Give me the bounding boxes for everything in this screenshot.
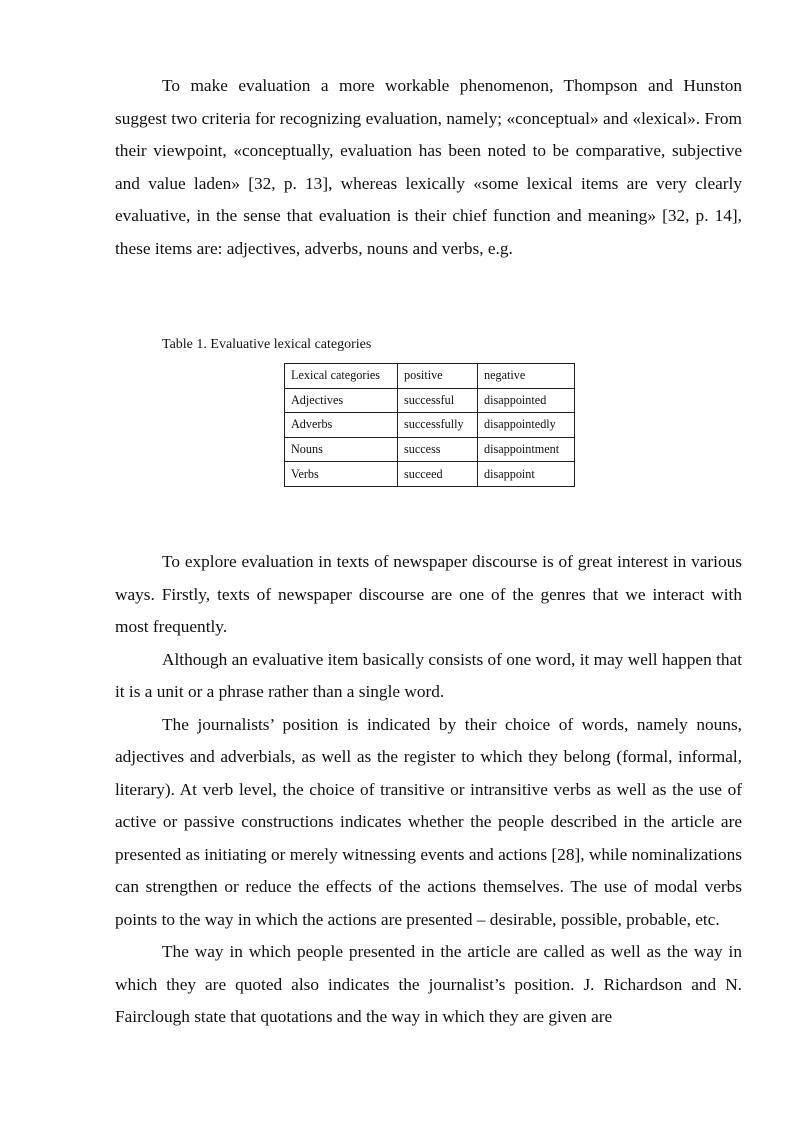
table-cell: Verbs (285, 462, 398, 487)
table-row (285, 413, 575, 438)
table-cell: succeed (398, 462, 478, 487)
evaluative-lexical-table (284, 363, 575, 487)
table-cell: Adjectives (285, 388, 398, 413)
table-header-row (285, 364, 575, 389)
paragraph-intro: To make evaluation a more workable phenomenon, Thompson and Hunston suggest two criteria for recognizing evaluation, namely; «conceptual» and «lexical». From their viewpoint, «conceptually, evaluation has been noted to be comparative, subjective and value laden» [32, p. 13], whereas lexically «some lexical items are very clearly evaluative, in the sense that evaluation is their chief function and meaning» [32, p. 14], these items are: adjectives, adverbs, nouns and verbs, e.g. (115, 76, 742, 258)
table-row (285, 437, 575, 462)
document-page-top (115, 70, 742, 265)
table-header-cell: positive (398, 364, 478, 389)
table-row (285, 388, 575, 413)
table-cell: successfully (398, 413, 478, 438)
table-cell: disappointed (478, 388, 575, 413)
paragraph-journalists-position: The journalists’ position is indicated by their choice of words, namely nouns, adjectives and adverbials, as well as the register to which they belong (formal, informal, literary). At verb level, the choice of transitive or intransitive verbs as well as the use of active or passive constructions indicates whether the people described in the article are presented as initiating or merely witnessing events and actions [28], while nominalizations can strengthen or reduce the effects of the actions themselves. The use of modal verbs points to the way in which the actions are presented – desirable, possible, probable, etc. (115, 714, 742, 929)
document-page-body (115, 546, 742, 1034)
table-cell: success (398, 437, 478, 462)
table-cell: disappointment (478, 437, 575, 462)
table-header-cell: Lexical categories (285, 364, 398, 389)
table-cell: disappoint (478, 462, 575, 487)
paragraph-quotations: The way in which people presented in the article are called as well as the way in which they are quoted also indicates the journalist’s position. J. Richardson and N. Fairclough state that quotations and the way in which they are given are (115, 942, 742, 1026)
paragraph-evaluative-item: Although an evaluative item basically consists of one word, it may well happen that it is a unit or a phrase rather than a single word. (115, 649, 742, 701)
table-caption: Table 1. Evaluative lexical categories (162, 337, 372, 352)
table-cell: successful (398, 388, 478, 413)
table-header-cell: negative (478, 364, 575, 389)
paragraph-newspaper-discourse: To explore evaluation in texts of newspaper discourse is of great interest in various ways. Firstly, texts of newspaper discourse are one of the genres that we interact with most frequently. (115, 552, 742, 636)
table-cell: disappointedly (478, 413, 575, 438)
table-cell: Nouns (285, 437, 398, 462)
table-cell: Adverbs (285, 413, 398, 438)
table-row (285, 462, 575, 487)
